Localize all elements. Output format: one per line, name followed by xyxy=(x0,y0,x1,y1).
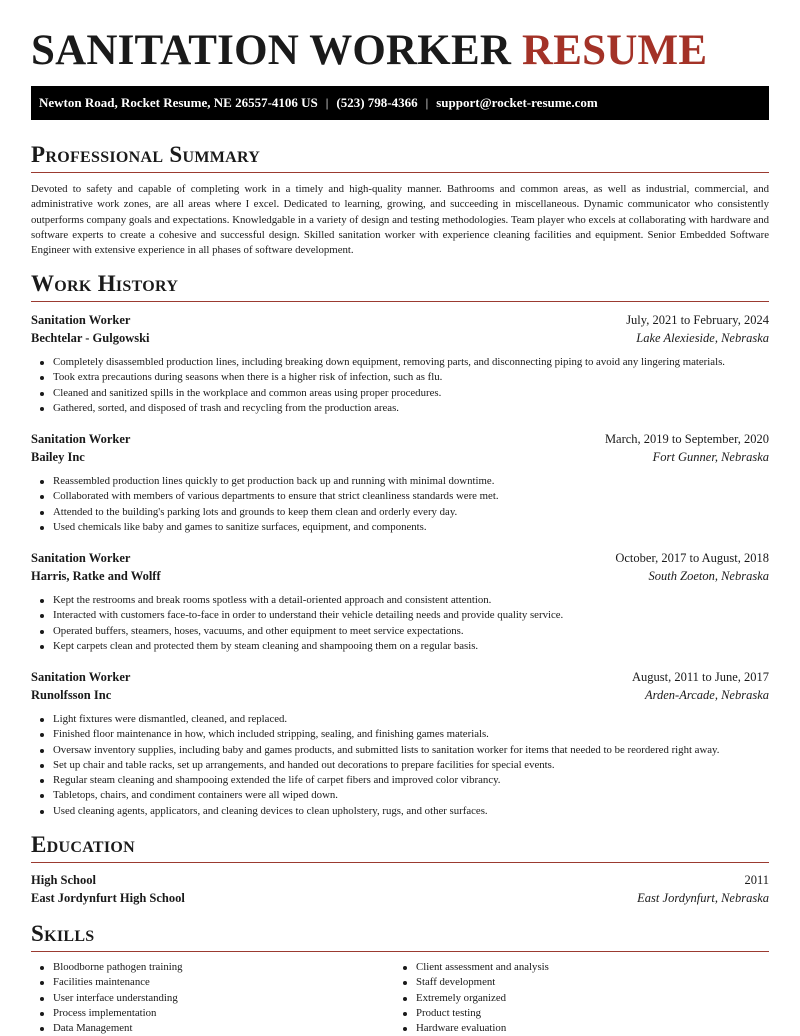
section-divider xyxy=(31,172,769,173)
job-title: Sanitation Worker xyxy=(31,313,131,327)
contact-phone: (523) 798-4366 xyxy=(336,95,418,110)
summary-section-header xyxy=(31,141,769,169)
section-divider xyxy=(31,951,769,952)
skills-column-left xyxy=(31,960,394,1036)
job-bullet: Cleaned and sanitized spills in the workplace and common areas using proper procedures. xyxy=(31,386,769,401)
job-entry xyxy=(31,311,769,416)
job-location: Lake Alexieside, Nebraska xyxy=(636,331,769,345)
job-dates: October, 2017 to August, 2018 xyxy=(615,551,769,565)
job-bullet: Reassembled production lines quickly to get production back up and running with minimal downtime. xyxy=(31,474,769,489)
job-bullet: Used chemicals like baby and games to sanitize surfaces, equipment, and components. xyxy=(31,520,769,535)
contact-email[interactable]: support@rocket-resume.com xyxy=(436,95,598,110)
job-location: Fort Gunner, Nebraska xyxy=(652,450,769,464)
education-degree: High School xyxy=(31,873,96,887)
job-bullet: Light fixtures were dismantled, cleaned, and replaced. xyxy=(31,712,769,727)
job-bullet: Used cleaning agents, applicators, and cleaning devices to clean upholstery, rugs, and other surfaces. xyxy=(31,804,769,819)
job-location: Arden-Arcade, Nebraska xyxy=(644,688,769,702)
job-bullet: Gathered, sorted, and disposed of trash and recycling from the production areas. xyxy=(31,401,769,416)
section-divider xyxy=(31,862,769,863)
skills-section-header xyxy=(31,920,769,948)
job-company: Harris, Ratke and Wolff xyxy=(31,569,161,583)
skill-item: Data Management xyxy=(31,1021,394,1036)
skill-item: Product testing xyxy=(394,1006,757,1021)
job-title: Sanitation Worker xyxy=(31,432,131,446)
job-dates: August, 2011 to June, 2017 xyxy=(631,670,769,684)
job-company: Bechtelar - Gulgowski xyxy=(31,331,150,345)
job-bullet: Oversaw inventory supplies, including baby and games products, and submitted lists to sanitation worker for items that needed to be reordered right away. xyxy=(31,743,769,758)
contact-address: Newton Road, Rocket Resume, NE 26557-4106 US xyxy=(39,95,318,110)
job-title: Sanitation Worker xyxy=(31,670,131,684)
job-bullet: Kept the restrooms and break rooms spotless with a detail-oriented approach and consistent attention. xyxy=(31,593,769,608)
summary-text: Devoted to safety and capable of completing work in a timely and high-quality manner. Bathrooms and common areas, as well as industrial, commercial, and administrative work zones, are all areas where I excel. Dedicated to learning, growing, and succeeding in miscellaneous. Dynamic communicator who consistently outperforms company goals and expectations. Knowledgable in a variety of design and testing methodologies. Team player who excels at collaborating with hardware and software experts to create a cohesive and successful design. Skilled sanitation worker with experience cleaning facilities and equipment. Senior Embedded Software Engineer with extensive experience in all phases of software development. xyxy=(31,183,769,257)
skill-item: Facilities maintenance xyxy=(31,975,394,990)
job-bullets xyxy=(31,474,769,535)
skill-item: Extremely organized xyxy=(394,991,757,1006)
job-bullet: Set up chair and table racks, set up arrangements, and handed out decorations to prepare facilities for special events. xyxy=(31,758,769,773)
skills-list xyxy=(31,960,769,1036)
work-heading: Work History xyxy=(31,271,179,296)
title-main: SANITATION WORKER xyxy=(31,27,512,74)
job-bullet: Finished floor maintenance in how, which included stripping, sealing, and finishing games materials. xyxy=(31,727,769,742)
job-bullet: Interacted with customers face-to-face in order to understand their vehicle detailing needs and provide quality service. xyxy=(31,608,769,623)
job-bullet: Tabletops, chairs, and condiment containers were all wiped down. xyxy=(31,788,769,803)
job-dates: July, 2021 to February, 2024 xyxy=(626,313,769,327)
skill-item: Staff development xyxy=(394,975,757,990)
job-location: South Zoeton, Nebraska xyxy=(648,569,769,583)
contact-bar xyxy=(31,86,769,120)
section-divider xyxy=(31,301,769,302)
job-company: Runolfsson Inc xyxy=(31,688,112,702)
job-bullet: Attended to the building's parking lots and grounds to keep them clean and orderly every day. xyxy=(31,505,769,520)
job-bullet: Regular steam cleaning and shampooing extended the life of carpet fibers and improved color vibrancy. xyxy=(31,773,769,788)
contact-separator: | xyxy=(425,95,429,110)
skill-item: Process implementation xyxy=(31,1006,394,1021)
skill-item: Bloodborne pathogen training xyxy=(31,960,394,975)
job-dates: March, 2019 to September, 2020 xyxy=(604,432,769,446)
job-bullets xyxy=(31,593,769,654)
job-title: Sanitation Worker xyxy=(31,551,131,565)
skill-item: Client assessment and analysis xyxy=(394,960,757,975)
job-bullet: Collaborated with members of various departments to ensure that strict cleanliness standards were met. xyxy=(31,489,769,504)
job-bullet: Kept carpets clean and protected them by steam cleaning and shampooing them on a regular basis. xyxy=(31,639,769,654)
work-section-header xyxy=(31,270,769,298)
job-bullets xyxy=(31,355,769,416)
title-accent: RESUME xyxy=(522,27,708,74)
skills-column-right xyxy=(394,960,757,1036)
summary-heading: Professional Summary xyxy=(31,142,261,167)
job-bullet: Took extra precautions during seasons when there is a higher risk of infection, such as flu. xyxy=(31,370,769,385)
job-entry xyxy=(31,430,769,535)
job-bullet: Completely disassembled production lines, including breaking down equipment, removing parts, and disconnecting piping to avoid any lingering materials. xyxy=(31,355,769,370)
job-company: Bailey Inc xyxy=(31,450,85,464)
job-entry xyxy=(31,549,769,654)
resume-title xyxy=(31,26,707,76)
job-entry xyxy=(31,668,769,819)
skills-heading: Skills xyxy=(31,921,95,946)
job-bullet: Operated buffers, steamers, hoses, vacuums, and other equipment to meet service expectations. xyxy=(31,624,769,639)
education-location: East Jordynfurt, Nebraska xyxy=(637,891,769,905)
education-heading: Education xyxy=(31,832,135,857)
contact-separator: | xyxy=(325,95,329,110)
job-bullets xyxy=(31,712,769,819)
education-entry xyxy=(31,871,769,907)
skill-item: Hardware evaluation xyxy=(394,1021,757,1036)
education-section-header xyxy=(31,831,769,859)
skill-item: User interface understanding xyxy=(31,991,394,1006)
education-year: 2011 xyxy=(744,873,769,887)
education-school: East Jordynfurt High School xyxy=(31,891,185,905)
